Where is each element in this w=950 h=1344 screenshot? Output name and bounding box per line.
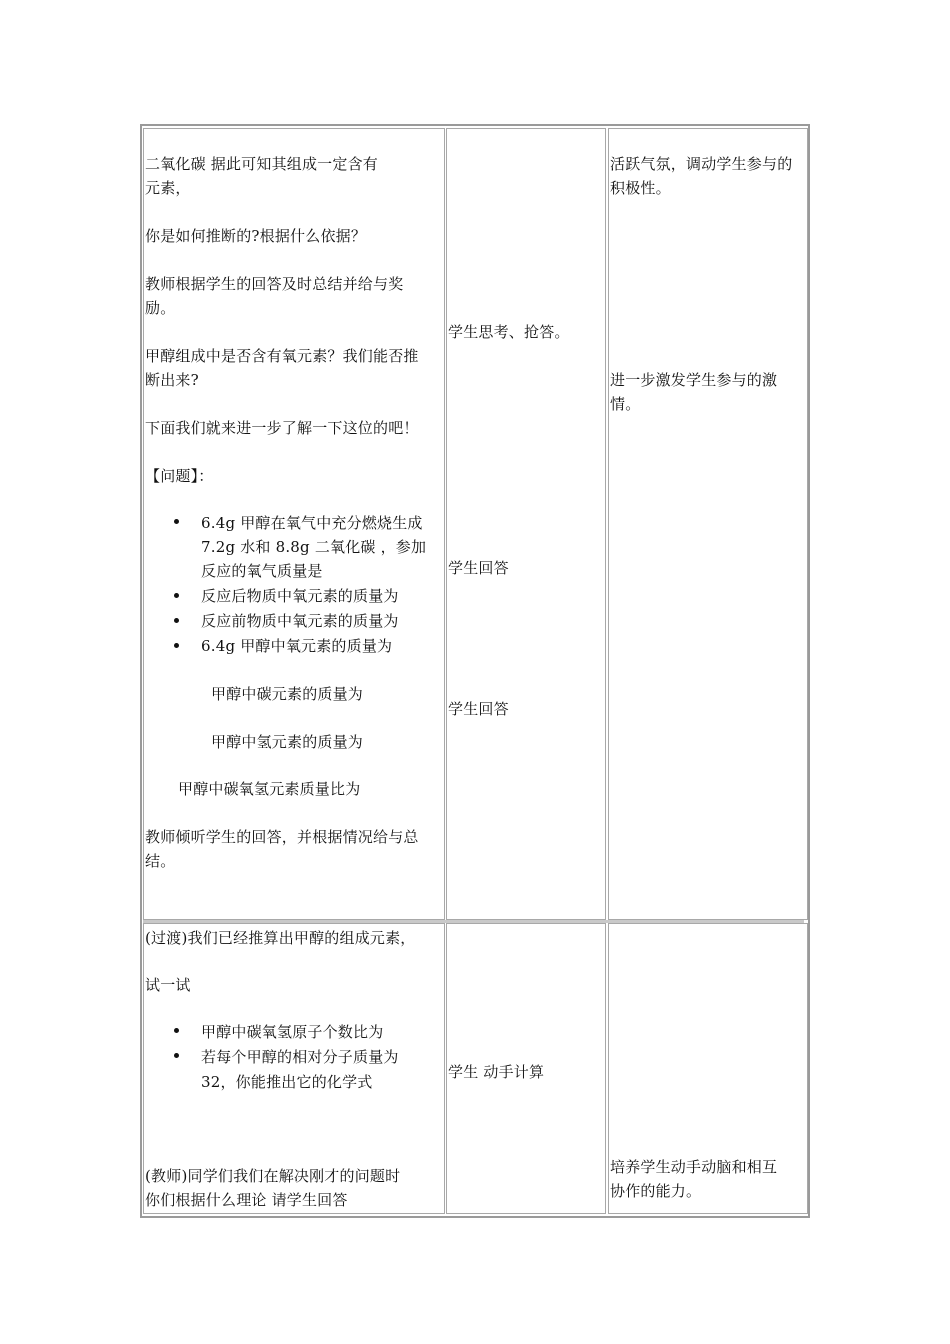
indent-line-3: 甲醇中碳氧氢元素质量比为 <box>178 780 361 798</box>
bullet-dot <box>174 519 179 524</box>
intent-2-line2: 情。 <box>610 395 641 413</box>
r2-bullet-1: 甲醇中碳氧氢原子个数比为 <box>201 1023 384 1041</box>
r1c1-p3-line1: 教师根据学生的回答及时总结并给与奖 <box>145 275 404 293</box>
indent-line-2: 甲醇中氢元素的质量为 <box>211 733 364 751</box>
student-answer-3: 学生回答 <box>448 700 509 718</box>
intent-3-line2: 协作的能力。 <box>610 1182 702 1200</box>
r1c1-p1-line2: 元素， <box>145 179 191 197</box>
r1c1-last-line1: 教师倾听学生的回答，并根据情况给与总 <box>145 828 419 846</box>
student-answer-2: 学生回答 <box>448 559 509 577</box>
bullet-dot <box>174 593 179 598</box>
bullet-1-line1: 6.4g 甲醇在氧气中充分燃烧生成 <box>201 514 423 532</box>
intent-2-line1: 进一步激发学生参与的激 <box>610 371 778 389</box>
r2c1-p3-line2: 你们根据什么理论 请学生回答 <box>145 1191 348 1209</box>
indent-line-1: 甲醇中碳元素的质量为 <box>211 685 364 703</box>
row1-design-intent-cell <box>608 128 808 920</box>
r2c1-p3-line1: (教师)同学们我们在解决刚才的问题时 <box>145 1167 401 1185</box>
bullet-dot <box>174 1028 179 1033</box>
bullet-4: 6.4g 甲醇中氧元素的质量为 <box>201 637 393 655</box>
r1c1-p4-line2: 断出来? <box>145 371 199 389</box>
intent-1-line1: 活跃气氛，调动学生参与的 <box>610 155 793 173</box>
student-calc: 学生 动手计算 <box>448 1063 545 1081</box>
student-answer-1: 学生思考、抢答。 <box>448 323 570 341</box>
intent-3-line1: 培养学生动手动脑和相互 <box>610 1158 778 1176</box>
bullet-dot <box>174 618 179 623</box>
r1c1-p5: 下面我们就来进一步了解一下这位的吧！ <box>145 419 419 437</box>
r2c1-p1: (过渡)我们已经推算出甲醇的组成元素， <box>145 929 416 947</box>
problem-label: 【问题】： <box>145 467 214 485</box>
r2c1-p2: 试一试 <box>145 976 191 994</box>
r1c1-p1-line1: 二氧化碳 据此可知其组成一定含有 <box>145 155 378 173</box>
intent-1-line2: 积极性。 <box>610 179 671 197</box>
bullet-dot <box>174 643 179 648</box>
bullet-1-line3: 反应的氧气质量是 <box>201 562 323 580</box>
bullet-3: 反应前物质中氧元素的质量为 <box>201 612 399 630</box>
bullet-2: 反应后物质中氧元素的质量为 <box>201 587 399 605</box>
row1-student-activity-cell <box>446 128 606 920</box>
bullet-dot <box>174 1053 179 1058</box>
bullet-1-line2: 7.2g 水和 8.8g 二氧化碳 ，参加 <box>201 538 427 556</box>
r1c1-p3-line2: 励。 <box>145 299 176 317</box>
r1c1-last-line2: 结。 <box>145 852 176 870</box>
r2-bullet-2-line1: 若每个甲醇的相对分子质量为 <box>201 1048 399 1066</box>
r2-bullet-2-line2: 32，你能推出它的化学式 <box>201 1073 373 1091</box>
r1c1-p2: 你是如何推断的?根据什么依据？ <box>145 227 367 245</box>
r1c1-p4-line1: 甲醇组成中是否含有氧元素？我们能否推 <box>145 347 419 365</box>
